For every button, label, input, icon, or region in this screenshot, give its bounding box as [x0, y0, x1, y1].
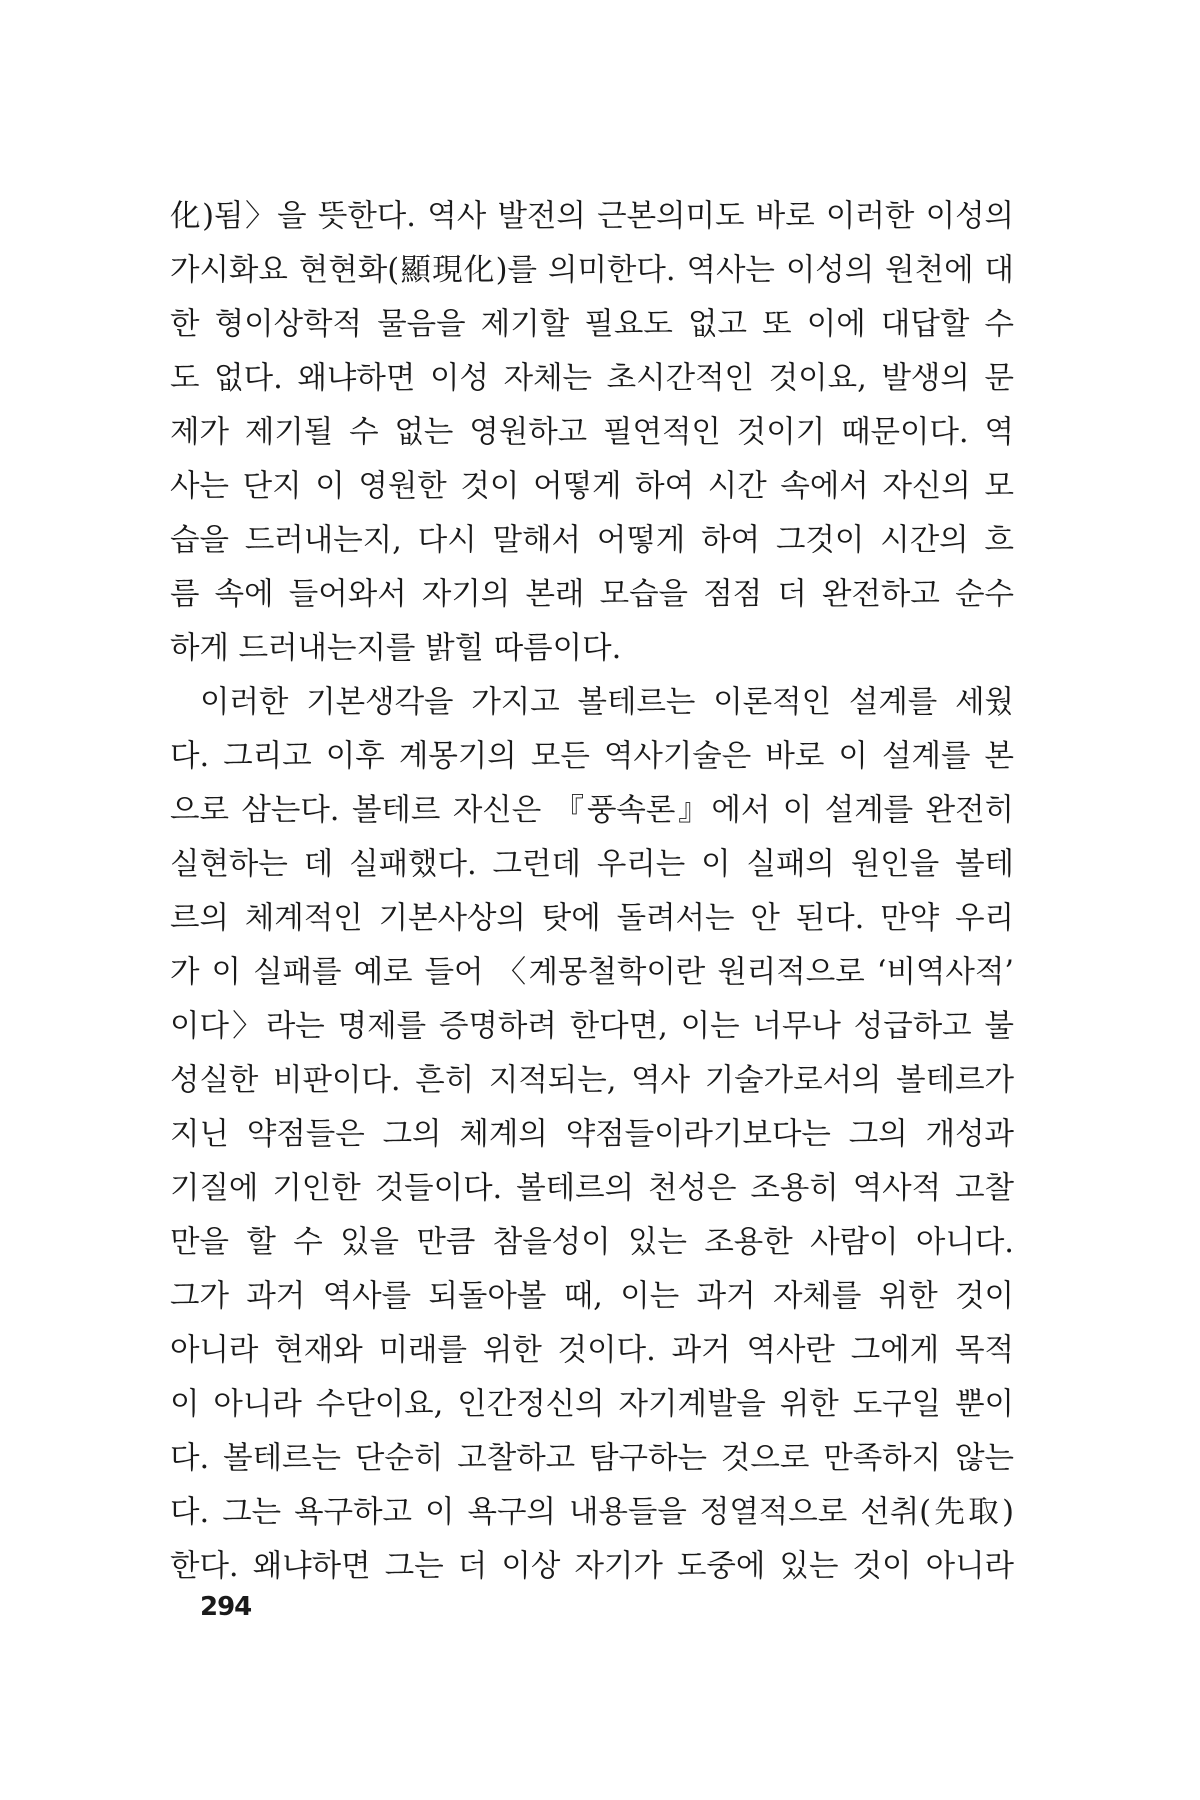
text-line: 다. 그는 욕구하고 이 욕구의 내용들을 정열적으로 선취(先取): [170, 1495, 1014, 1530]
text-line: 한다. 왜냐하면 그는 더 이상 자기가 도중에 있는 것이 아니라: [170, 1549, 1014, 1584]
text-line: 기질에 기인한 것들이다. 볼테르의 천성은 조용히 역사적 고찰: [170, 1171, 1014, 1206]
text-line: 름 속에 들어와서 자기의 본래 모습을 점점 더 완전하고 순수: [170, 577, 1014, 612]
text-line: 다. 볼테르는 단순히 고찰하고 탐구하는 것으로 만족하지 않는: [170, 1441, 1014, 1476]
text-line: 아니라 현재와 미래를 위한 것이다. 과거 역사란 그에게 목적: [170, 1333, 1014, 1368]
text-line: 이러한 기본생각을 가지고 볼테르는 이론적인 설계를 세웠: [200, 685, 1014, 720]
body-text: [170, 190, 1014, 1594]
page-number: 294: [200, 1592, 252, 1622]
text-line: 사는 단지 이 영원한 것이 어떻게 하여 시간 속에서 자신의 모: [170, 469, 1014, 504]
text-line: 이다〉라는 명제를 증명하려 한다면, 이는 너무나 성급하고 불: [170, 1009, 1014, 1044]
text-line: 지닌 약점들은 그의 체계의 약점들이라기보다는 그의 개성과: [170, 1117, 1014, 1152]
text-line: 제가 제기될 수 없는 영원하고 필연적인 것이기 때문이다. 역: [170, 415, 1014, 450]
text-line: 그가 과거 역사를 되돌아볼 때, 이는 과거 자체를 위한 것이: [170, 1279, 1014, 1314]
text-line: 다. 그리고 이후 계몽기의 모든 역사기술은 바로 이 설계를 본: [170, 739, 1014, 774]
text-line: 르의 체계적인 기본사상의 탓에 돌려서는 안 된다. 만약 우리: [170, 901, 1014, 936]
text-line: 하게 드러내는지를 밝힐 따름이다.: [170, 631, 622, 666]
text-line: 만을 할 수 있을 만큼 참을성이 있는 조용한 사람이 아니다.: [170, 1225, 1014, 1260]
text-line: 이 아니라 수단이요, 인간정신의 자기계발을 위한 도구일 뿐이: [170, 1387, 1014, 1422]
text-line: 성실한 비판이다. 흔히 지적되는, 역사 기술가로서의 볼테르가: [170, 1063, 1014, 1098]
text-line: 가시화요 현현화(顯現化)를 의미한다. 역사는 이성의 원천에 대: [170, 253, 1014, 288]
text-line: 化)됨〉을 뜻한다. 역사 발전의 근본의미도 바로 이러한 이성의: [170, 199, 1014, 234]
text-line: 실현하는 데 실패했다. 그런데 우리는 이 실패의 원인을 볼테: [170, 847, 1014, 882]
text-line: 습을 드러내는지, 다시 말해서 어떻게 하여 그것이 시간의 흐: [170, 523, 1014, 558]
text-line: 한 형이상학적 물음을 제기할 필요도 없고 또 이에 대답할 수: [170, 307, 1014, 342]
text-line: 가 이 실패를 예로 들어 〈계몽철학이란 원리적으로 ‘비역사적’: [170, 955, 1014, 990]
text-line: 으로 삼는다. 볼테르 자신은 『풍속론』에서 이 설계를 완전히: [170, 793, 1014, 828]
text-line: 도 없다. 왜냐하면 이성 자체는 초시간적인 것이요, 발생의 문: [170, 361, 1014, 396]
